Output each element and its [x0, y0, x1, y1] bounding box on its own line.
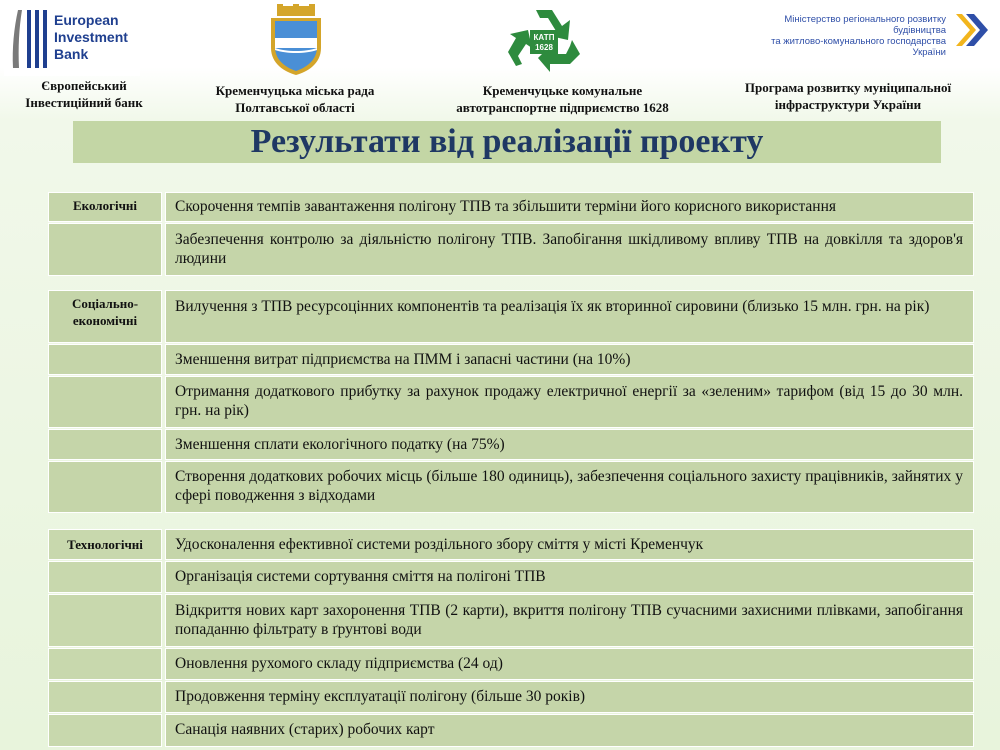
table-row [48, 376, 974, 428]
result-cell: Отримання додаткового прибутку за рахунок продажу електричної енергії за «зеленим» тарифом (від 15 до 30 млн. грн. на рік) [165, 376, 974, 428]
category-cell-empty [48, 561, 162, 593]
table-row [48, 681, 974, 713]
table-row [48, 429, 974, 460]
category-cell-empty [48, 344, 162, 375]
atp-caption: Кременчуцьке комунальне автотранспортне підприємство 1628 [456, 83, 669, 115]
category-cell-empty [48, 376, 162, 428]
result-cell: Зменшення сплати екологічного податку (на 75%) [165, 429, 974, 460]
category-cell-empty [48, 681, 162, 713]
recycle-logo-text: КАТП [533, 33, 555, 42]
ministry-arrow-icon [954, 12, 990, 48]
ministry-logo-line: України [912, 47, 946, 58]
city-council-caption: Кременчуцька міська рада Полтавської області [215, 83, 375, 115]
table-row [48, 344, 974, 375]
eib-logo [4, 2, 140, 76]
category-cell-technological: Технологічні [48, 529, 162, 560]
table-row [48, 648, 974, 680]
eib-logo-line: Investment [54, 29, 128, 45]
category-cell-ecological: Екологічні [48, 192, 162, 222]
recycle-icon [506, 6, 582, 74]
result-cell: Забезпечення контролю за діяльністю полігону ТПВ. Запобігання шкідливому впливу ТПВ на довкілля та здоров'я людини [165, 223, 974, 276]
kremenchuk-coat-of-arms-icon [267, 4, 325, 76]
table-row [48, 461, 974, 513]
result-cell: Санація наявних (старих) робочих карт [165, 714, 974, 747]
program-caption: Програма розвитку муніципальної інфраструктури України [744, 80, 952, 112]
eib-logo-line: Bank [54, 46, 89, 62]
table-row [48, 561, 974, 593]
category-cell-empty [48, 648, 162, 680]
result-cell: Удосконалення ефективної системи роздільного збору сміття у місті Кременчук [165, 529, 974, 560]
table-row [48, 594, 974, 647]
page-title: Результати від реалізації проекту [250, 123, 764, 160]
result-cell: Скорочення темпів завантаження полігону ТПВ та збільшити терміни його корисного використання [165, 192, 974, 222]
eib-emblem-icon [10, 8, 50, 70]
result-cell: Оновлення рухомого складу підприємства (24 од) [165, 648, 974, 680]
recycle-logo-text: 1628 [535, 43, 553, 52]
result-cell: Організація системи сортування сміття на полігоні ТПВ [165, 561, 974, 593]
table-row [48, 714, 974, 747]
result-cell: Створення додаткових робочих місць (більше 180 одиниць), забезпечення соціального захисту працівників, зайнятих у сфері поводження з відходами [165, 461, 974, 513]
title-bar [73, 121, 941, 163]
category-cell-empty [48, 429, 162, 460]
category-cell-empty [48, 223, 162, 276]
result-cell: Продовження терміну експлуатації полігону (більше 30 років) [165, 681, 974, 713]
ministry-logo-line: Міністерство регіонального розвитку [784, 14, 946, 25]
result-cell: Відкриття нових карт захоронення ТПВ (2 карти), вкриття полігону ТПВ сучасними захисними плівками, запобігання попаданню фільтрату в ґрунтові води [165, 594, 974, 647]
table-row [48, 529, 974, 560]
eib-logo-line: European [54, 12, 119, 28]
result-cell: Вилучення з ТПВ ресурсоцінних компонентів та реалізація їх як вторинної сировини (близько 15 млн. грн. на рік) [165, 290, 974, 343]
ministry-logo-line: будівництва [893, 25, 946, 36]
category-cell-empty [48, 461, 162, 513]
table-row [48, 290, 974, 343]
result-cell: Зменшення витрат підприємства на ПММ і запасні частини (на 10%) [165, 344, 974, 375]
category-cell-empty [48, 714, 162, 747]
category-cell-socio-economic: Соціально-економічні [48, 290, 162, 343]
ministry-logo-line: та житлово-комунального господарства [771, 36, 946, 47]
ministry-logo [750, 10, 992, 58]
table-row [48, 223, 974, 276]
table-row [48, 192, 974, 222]
category-cell-empty [48, 594, 162, 647]
eib-caption: Європейський Інвестиційний банк [25, 78, 143, 110]
